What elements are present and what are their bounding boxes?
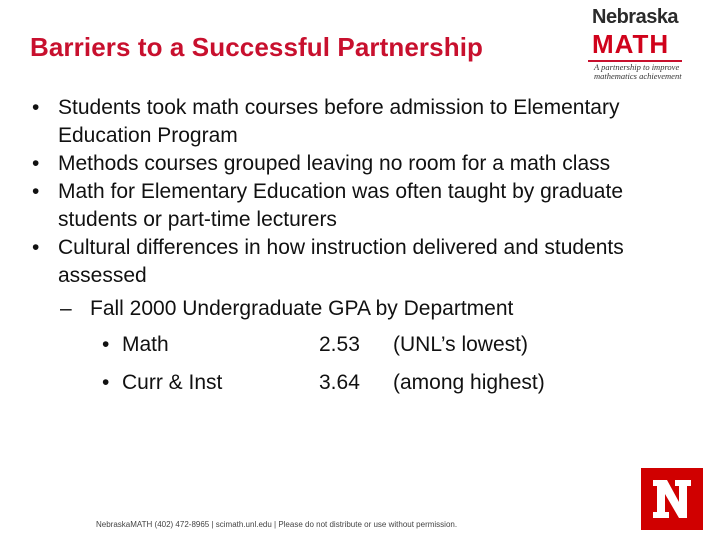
logo-math-text: MATH bbox=[592, 29, 670, 59]
gpa-row-math bbox=[32, 326, 692, 364]
logo-tagline bbox=[594, 63, 682, 81]
bullet-marker: • bbox=[32, 96, 40, 119]
bullet-marker: • bbox=[32, 236, 40, 259]
footer-text: NebraskaMATH (402) 472-8965 | scimath.unl.edu | Please do not distribute or use without permission. bbox=[96, 520, 458, 529]
bullet-item bbox=[32, 94, 692, 150]
gpa-value: 3.64 bbox=[319, 371, 360, 394]
bullet-text: Math for Elementary Education was often taught by graduate students or part-time lecturers bbox=[58, 180, 624, 231]
n-emblem-graphic bbox=[641, 468, 703, 530]
gpa-note: (UNL’s lowest) bbox=[393, 333, 528, 356]
gpa-department: Curr & Inst bbox=[122, 371, 223, 394]
logo-nebraska-text: Nebraska bbox=[592, 6, 679, 28]
gpa-row-curr-inst bbox=[32, 364, 692, 402]
sub-bullet-marker: – bbox=[60, 297, 72, 320]
sub-bullet-text: Fall 2000 Undergraduate GPA by Department bbox=[90, 297, 514, 320]
nebraska-math-logo bbox=[588, 6, 684, 82]
nebraska-n-emblem bbox=[641, 468, 703, 530]
bullet-item bbox=[32, 150, 692, 178]
logo-tagline-line1: A partnership to improve bbox=[594, 62, 680, 72]
gpa-department: Math bbox=[122, 333, 169, 356]
gpa-row-marker: • bbox=[102, 333, 110, 356]
bullet-list bbox=[32, 94, 692, 402]
gpa-note: (among highest) bbox=[393, 371, 545, 394]
bullet-marker: • bbox=[32, 152, 40, 175]
bullet-text: Students took math courses before admission to Elementary Education Program bbox=[58, 96, 620, 147]
sub-bullet-item bbox=[32, 292, 692, 326]
gpa-value: 2.53 bbox=[319, 333, 360, 356]
bullet-item bbox=[32, 234, 692, 290]
bullet-item bbox=[32, 178, 692, 234]
gpa-row-marker: • bbox=[102, 371, 110, 394]
bullet-text: Methods courses grouped leaving no room for a math class bbox=[58, 152, 611, 175]
slide-title: Barriers to a Successful Partnership bbox=[30, 32, 484, 62]
bullet-marker: • bbox=[32, 180, 40, 203]
bullet-text: Cultural differences in how instruction delivered and students assessed bbox=[58, 236, 624, 287]
logo-tagline-line2: mathematics achievement bbox=[594, 71, 682, 81]
